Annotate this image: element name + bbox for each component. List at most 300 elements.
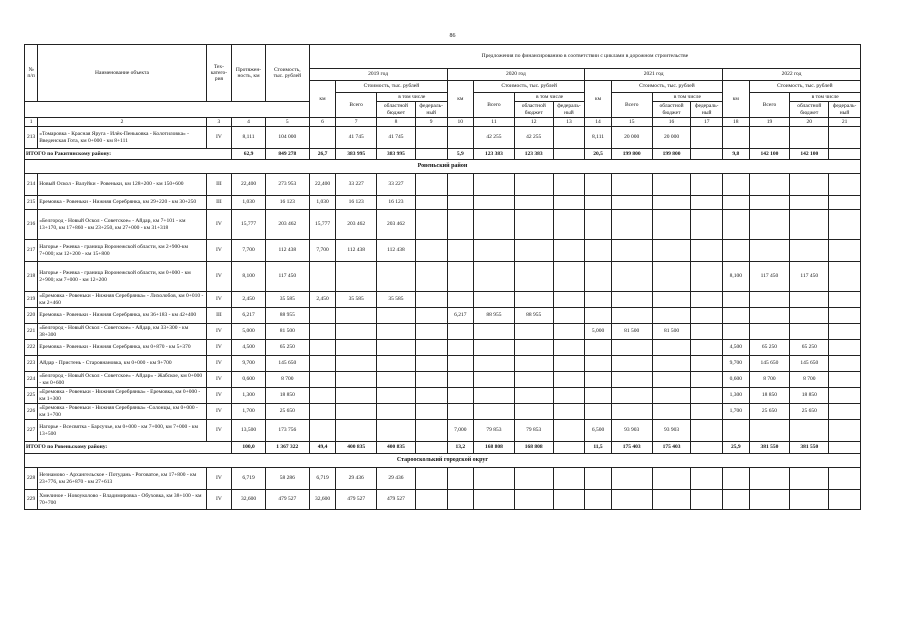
year-value	[415, 356, 447, 372]
year-value	[652, 210, 691, 240]
year-value	[790, 308, 829, 324]
year-value: 479 527	[336, 490, 377, 510]
road-cost: 81 500	[265, 324, 309, 340]
year-value: 112 438	[336, 240, 377, 262]
year-value	[336, 404, 377, 420]
year-value	[514, 490, 553, 510]
year-value	[790, 324, 829, 340]
year-value	[553, 196, 585, 210]
year-value	[691, 490, 723, 510]
year-value	[553, 127, 585, 149]
total-value	[415, 442, 447, 454]
year-value	[514, 372, 553, 388]
total-value	[553, 149, 585, 160]
year-value	[691, 404, 723, 420]
total-row	[25, 442, 861, 454]
row-number: 219	[25, 292, 38, 308]
year-value	[691, 420, 723, 442]
table-row	[25, 356, 861, 372]
year-value	[691, 292, 723, 308]
road-length: 22,400	[232, 174, 266, 196]
total-value: 383 995	[336, 149, 377, 160]
year-value	[790, 420, 829, 442]
year-value	[790, 127, 829, 149]
header-regional: областной бюджет	[652, 102, 691, 118]
year-value	[514, 468, 553, 490]
year-value	[652, 356, 691, 372]
road-cost: 35 585	[265, 292, 309, 308]
year-value	[585, 340, 612, 356]
section-title: Староосколький городской округ	[25, 454, 861, 468]
year-value	[585, 356, 612, 372]
header-regional: областной бюджет	[790, 102, 829, 118]
year-value: 93 903	[652, 420, 691, 442]
row-number: 227	[25, 420, 38, 442]
year-value: 79 853	[474, 420, 515, 442]
year-value	[514, 324, 553, 340]
total-row	[25, 149, 861, 160]
year-value	[585, 262, 612, 292]
column-index: 12	[514, 118, 553, 127]
year-value	[309, 420, 336, 442]
year-value: 81 500	[611, 324, 652, 340]
year-value	[415, 324, 447, 340]
year-value	[377, 356, 416, 372]
year-value	[723, 292, 750, 308]
year-value	[585, 490, 612, 510]
year-value	[723, 174, 750, 196]
year-value	[377, 340, 416, 356]
column-index: 20	[790, 118, 829, 127]
table-row	[25, 468, 861, 490]
year-value	[336, 372, 377, 388]
year-value	[474, 196, 515, 210]
total-value: 400 835	[336, 442, 377, 454]
year-value: 41 745	[377, 127, 416, 149]
year-value	[749, 240, 790, 262]
year-value	[829, 388, 861, 404]
year-value: 15,777	[309, 210, 336, 240]
header-cost-label: Стоимость, тыс. рублей	[611, 81, 722, 93]
table-row	[25, 292, 861, 308]
header-federal: федераль-ный	[553, 102, 585, 118]
road-category: IV	[206, 490, 232, 510]
year-value: 35 585	[377, 292, 416, 308]
object-name: «Белгород - Новый Оскол - Советское» - Айдар, км 33+300 - км 38+300	[38, 324, 206, 340]
year-value	[652, 404, 691, 420]
total-value: 20,5	[585, 149, 612, 160]
road-category: IV	[206, 372, 232, 388]
road-length: 6,719	[232, 468, 266, 490]
row-number: 228	[25, 468, 38, 490]
total-value: 123 383	[474, 149, 515, 160]
year-value	[447, 388, 474, 404]
year-value	[447, 468, 474, 490]
total-value: 142 100	[790, 149, 829, 160]
year-value: 29 436	[377, 468, 416, 490]
year-value	[723, 420, 750, 442]
header-cost-label: Стоимость, тыс. рублей	[749, 81, 860, 93]
year-value	[723, 210, 750, 240]
financing-table	[24, 44, 861, 510]
year-value	[790, 240, 829, 262]
road-cost: 145 650	[265, 356, 309, 372]
row-number: 221	[25, 324, 38, 340]
total-value: 381 550	[749, 442, 790, 454]
road-category: IV	[206, 404, 232, 420]
year-value	[309, 372, 336, 388]
year-value	[691, 388, 723, 404]
road-category: IV	[206, 324, 232, 340]
year-value	[723, 468, 750, 490]
year-value	[585, 468, 612, 490]
year-value: 35 585	[336, 292, 377, 308]
year-value: 33 227	[336, 174, 377, 196]
year-value	[723, 324, 750, 340]
year-value	[377, 420, 416, 442]
year-value: 6,719	[309, 468, 336, 490]
road-category: III	[206, 174, 232, 196]
row-number: 217	[25, 240, 38, 262]
total-value	[415, 149, 447, 160]
road-length: 0,600	[232, 372, 266, 388]
year-value: 81 500	[652, 324, 691, 340]
total-cost: 849 278	[265, 149, 309, 160]
year-value: 20 000	[611, 127, 652, 149]
year-value	[553, 292, 585, 308]
year-value	[652, 308, 691, 324]
year-value	[474, 404, 515, 420]
header-federal: федераль-ный	[415, 102, 447, 118]
year-value	[514, 196, 553, 210]
year-value: 93 903	[611, 420, 652, 442]
year-value: 16 123	[377, 196, 416, 210]
year-value	[829, 490, 861, 510]
year-value	[691, 196, 723, 210]
year-value	[474, 174, 515, 196]
year-value	[723, 127, 750, 149]
header-federal: федераль-ный	[691, 102, 723, 118]
table-row	[25, 340, 861, 356]
header-name: Наименование объекта	[38, 45, 206, 102]
table-row	[25, 388, 861, 404]
header-year: 2019 год	[309, 69, 447, 81]
year-value	[447, 210, 474, 240]
year-value: 18 850	[749, 388, 790, 404]
year-value	[585, 292, 612, 308]
header-year: 2020 год	[447, 69, 585, 81]
object-name: «Томаровка - Красная Яруга - Илёк-Пеньковка - Колотиловка» - Введенская Гота, км 0+000 - км 8+111	[38, 127, 206, 149]
total-value: 199 800	[611, 149, 652, 160]
row-number: 224	[25, 372, 38, 388]
year-value	[474, 388, 515, 404]
year-value	[309, 356, 336, 372]
year-value	[553, 388, 585, 404]
year-value: 20 000	[652, 127, 691, 149]
year-value	[585, 388, 612, 404]
road-length: 8,111	[232, 127, 266, 149]
year-value	[829, 468, 861, 490]
road-length: 1,030	[232, 196, 266, 210]
year-value	[377, 372, 416, 388]
year-value	[553, 356, 585, 372]
road-cost: 273 953	[265, 174, 309, 196]
year-value	[611, 210, 652, 240]
header-length: Протяжен- ность, км	[232, 45, 266, 102]
year-value	[790, 490, 829, 510]
road-category: IV	[206, 340, 232, 356]
year-value	[749, 127, 790, 149]
object-name: Еремовка - Ровеньки - Нижняя Серебрянка, км 0+870 - км 5+370	[38, 340, 206, 356]
year-value: 145 650	[749, 356, 790, 372]
year-value: 18 850	[790, 388, 829, 404]
object-name: Нагорье - Всесвятка - Барсучье, км 0+000 - км 7+000, км 7+000 - км 13+500	[38, 420, 206, 442]
total-length: 100,0	[232, 442, 266, 454]
year-value	[829, 292, 861, 308]
year-value	[447, 292, 474, 308]
year-value	[447, 404, 474, 420]
year-value	[829, 196, 861, 210]
year-value	[790, 210, 829, 240]
year-value	[790, 174, 829, 196]
table-row	[25, 174, 861, 196]
year-value: 79 853	[514, 420, 553, 442]
header-regional: областной бюджет	[377, 102, 416, 118]
road-category: IV	[206, 356, 232, 372]
header-category: Тех- катего- рия	[206, 45, 232, 102]
year-value	[553, 210, 585, 240]
year-value	[415, 127, 447, 149]
year-value	[723, 308, 750, 324]
column-index: 9	[415, 118, 447, 127]
year-value: 22,400	[309, 174, 336, 196]
road-category: IV	[206, 468, 232, 490]
year-value	[514, 262, 553, 292]
year-value	[377, 404, 416, 420]
year-value	[377, 324, 416, 340]
year-value	[691, 262, 723, 292]
column-index: 11	[474, 118, 515, 127]
year-value: 4,500	[723, 340, 750, 356]
column-index: 18	[723, 118, 750, 127]
row-number: 214	[25, 174, 38, 196]
total-value: 168 808	[514, 442, 553, 454]
year-value	[309, 388, 336, 404]
column-index: 8	[377, 118, 416, 127]
year-value	[309, 308, 336, 324]
year-value	[723, 490, 750, 510]
object-name: «Белгород - Новый Оскол - Советское» - Айдар» - Жабское, км 0+000 - км 0+600	[38, 372, 206, 388]
road-cost: 104 000	[265, 127, 309, 149]
object-name: Еремовка - Ровеньки - Нижняя Серебрянка, км 29+220 - км 30+250	[38, 196, 206, 210]
year-value	[336, 388, 377, 404]
total-value	[691, 442, 723, 454]
year-value	[585, 196, 612, 210]
year-value	[474, 372, 515, 388]
table-row	[25, 262, 861, 292]
year-value	[336, 324, 377, 340]
year-value	[415, 468, 447, 490]
year-value	[377, 308, 416, 324]
year-value: 145 650	[790, 356, 829, 372]
year-value: 88 955	[514, 308, 553, 324]
total-value: 26,7	[309, 149, 336, 160]
header-year: 2022 год	[723, 69, 861, 81]
year-value	[553, 308, 585, 324]
year-value	[691, 324, 723, 340]
year-value	[474, 262, 515, 292]
year-value	[553, 340, 585, 356]
table-row	[25, 420, 861, 442]
total-value	[691, 149, 723, 160]
road-category: IV	[206, 420, 232, 442]
year-value	[611, 372, 652, 388]
table-body	[25, 127, 861, 510]
year-value	[749, 468, 790, 490]
year-value	[514, 174, 553, 196]
object-name: Еремовка - Ровеньки - Нижняя Серебрянка, км 36+183 - км 42+400	[38, 308, 206, 324]
year-value: 9,700	[723, 356, 750, 372]
year-value	[652, 262, 691, 292]
year-value	[691, 127, 723, 149]
row-number: 220	[25, 308, 38, 324]
object-name: Нагорье - Ржевка - граница Воронежской области, км 2+900-км 7+000; км 12+200 - км 15+800	[38, 240, 206, 262]
object-name: «Белгород - Новый Оскол - Советское» - Айдар, км 7+101 - км 13+170, км 17+860 - км 23+250, км 27+000 - км 31+318	[38, 210, 206, 240]
header-km: км	[585, 81, 612, 118]
year-value	[447, 340, 474, 356]
year-value: 42 255	[474, 127, 515, 149]
row-number: 222	[25, 340, 38, 356]
road-length: 9,700	[232, 356, 266, 372]
year-value	[691, 468, 723, 490]
year-value	[474, 324, 515, 340]
year-value	[309, 127, 336, 149]
road-cost: 112 438	[265, 240, 309, 262]
year-value	[652, 174, 691, 196]
year-value	[415, 340, 447, 356]
year-value	[553, 240, 585, 262]
row-number: 213	[25, 127, 38, 149]
road-cost: 65 250	[265, 340, 309, 356]
year-value	[652, 388, 691, 404]
header-regional: областной бюджет	[514, 102, 553, 118]
year-value	[611, 308, 652, 324]
year-value	[611, 490, 652, 510]
year-value	[553, 372, 585, 388]
year-value	[585, 240, 612, 262]
total-label: ИТОГО по Ракитянскому району:	[25, 149, 232, 160]
header-cost-label: Стоимость, тыс. рублей	[474, 81, 585, 93]
year-value	[474, 340, 515, 356]
road-category: IV	[206, 388, 232, 404]
year-value	[829, 372, 861, 388]
column-index: 6	[309, 118, 336, 127]
year-value	[691, 372, 723, 388]
year-value: 203 462	[377, 210, 416, 240]
year-value	[447, 262, 474, 292]
year-value	[514, 404, 553, 420]
road-category: IV	[206, 292, 232, 308]
year-value	[611, 292, 652, 308]
year-value	[829, 127, 861, 149]
year-value	[514, 292, 553, 308]
year-value	[611, 196, 652, 210]
year-value	[447, 196, 474, 210]
year-value	[723, 196, 750, 210]
year-value	[447, 490, 474, 510]
header-total: Всего	[611, 93, 652, 118]
year-value	[829, 324, 861, 340]
header-total: Всего	[749, 93, 790, 118]
year-value	[691, 240, 723, 262]
year-value	[749, 420, 790, 442]
year-value	[553, 324, 585, 340]
table-row	[25, 210, 861, 240]
year-value	[514, 240, 553, 262]
year-value	[336, 340, 377, 356]
year-value: 6,500	[585, 420, 612, 442]
year-value	[514, 388, 553, 404]
column-index: 5	[265, 118, 309, 127]
road-length: 2,450	[232, 292, 266, 308]
object-name: Незнамово - Архангельское - Потудань - Роговатое, км 17+800 - км 23+776, км 26+870 - км 27+613	[38, 468, 206, 490]
year-value	[309, 340, 336, 356]
row-number: 229	[25, 490, 38, 510]
year-value	[723, 240, 750, 262]
object-name: Айдар - Пристень - Старовнановка, км 0+000 - км 9+700	[38, 356, 206, 372]
year-value	[415, 196, 447, 210]
column-index: 21	[829, 118, 861, 127]
object-name: «Еремовка - Ровеньки - Нижняя Серебрянка» - Лихолобов, км 0+010 - км 2+460	[38, 292, 206, 308]
total-value: 123 383	[514, 149, 553, 160]
header-in-that: в том числе	[377, 93, 447, 102]
header-year: 2021 год	[585, 69, 723, 81]
header-in-that: в том числе	[652, 93, 722, 102]
column-index: 15	[611, 118, 652, 127]
year-value	[377, 388, 416, 404]
year-value	[553, 404, 585, 420]
year-value	[309, 404, 336, 420]
year-value	[415, 240, 447, 262]
year-value	[474, 240, 515, 262]
year-value	[829, 240, 861, 262]
road-length: 1,300	[232, 388, 266, 404]
year-value	[415, 404, 447, 420]
year-value: 8,111	[585, 127, 612, 149]
year-value	[691, 308, 723, 324]
year-value	[652, 292, 691, 308]
road-cost: 203 462	[265, 210, 309, 240]
road-length: 8,100	[232, 262, 266, 292]
year-value	[415, 372, 447, 388]
road-length: 4,500	[232, 340, 266, 356]
header-cost-label: Стоимость, тыс. рублей	[336, 81, 447, 93]
row-number: 215	[25, 196, 38, 210]
year-value	[790, 468, 829, 490]
year-value	[447, 372, 474, 388]
year-value	[611, 174, 652, 196]
column-index: 16	[652, 118, 691, 127]
year-value	[514, 210, 553, 240]
header-total: Всего	[336, 93, 377, 118]
row-number: 225	[25, 388, 38, 404]
year-value	[749, 174, 790, 196]
road-length: 7,700	[232, 240, 266, 262]
year-value	[829, 420, 861, 442]
year-value: 8,100	[723, 262, 750, 292]
year-value: 88 955	[474, 308, 515, 324]
year-value	[336, 420, 377, 442]
